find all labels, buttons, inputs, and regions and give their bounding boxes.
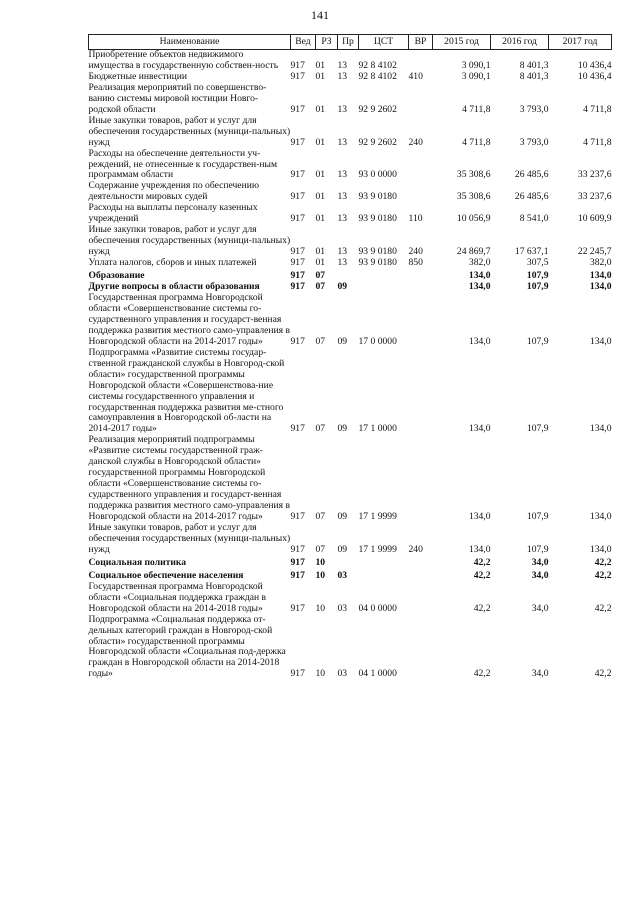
cell-2016: 3 793,0 [519, 103, 549, 115]
cell-vr: 240 [408, 246, 423, 258]
cell-name: Социальное обеспечение населения [88, 569, 244, 581]
cell-cst: 17 0 0000 [358, 335, 397, 347]
page-number: 141 [311, 8, 329, 22]
cell-2015: 35 308,6 [456, 169, 491, 181]
cell-cst: 04 0 0000 [358, 602, 397, 614]
cell-ved: 917 [290, 59, 305, 71]
cell-2015: 134,0 [468, 335, 491, 347]
cell-name: Другие вопросы в области образования [88, 281, 260, 293]
cell-vr: 240 [408, 543, 423, 555]
table-row [89, 523, 612, 556]
cell-2016: 107,9 [526, 281, 549, 293]
cell-2015: 42,2 [473, 569, 491, 581]
cell-name: Содержание учреждения по обеспечению деятельности мировых судей [88, 180, 259, 203]
cell-vr [409, 181, 433, 203]
header-rz: РЗ [316, 35, 338, 50]
cell-ved: 917 [290, 136, 305, 148]
table-row [89, 615, 612, 681]
cell-2016: 107,9 [526, 270, 549, 282]
table-body [89, 50, 612, 681]
cell-rz: 01 [315, 59, 326, 71]
cell-2016: 8 401,3 [519, 70, 549, 82]
cell-pr: 03 [337, 602, 348, 614]
cell-ved: 917 [290, 246, 305, 258]
cell-cst: 93 9 0180 [358, 191, 397, 203]
cell-2015: 35 308,6 [456, 191, 491, 203]
cell-ved: 917 [290, 556, 305, 568]
cell-2016: 26 485,6 [514, 191, 549, 203]
cell-vr [409, 435, 433, 523]
cell-rz: 01 [315, 103, 326, 115]
header-2015: 2015 год [433, 35, 491, 50]
cell-pr: 13 [337, 103, 348, 115]
cell-ved: 917 [290, 213, 305, 225]
table-row [89, 50, 612, 72]
table-row [89, 203, 612, 225]
cell-pr: 13 [337, 257, 348, 269]
cell-name: Расходы на обеспечение деятельности уч-реждений, не отнесенные к государствен-ным программам области [88, 147, 278, 181]
cell-2015: 42,2 [473, 602, 491, 614]
cell-pr: 13 [337, 169, 348, 181]
cell-2015: 134,0 [468, 270, 491, 282]
table-row [89, 348, 612, 436]
header-pr: Пр [338, 35, 359, 50]
table-row [89, 225, 612, 258]
cell-cst: 92 9 2602 [358, 103, 397, 115]
cell-2016: 107,9 [526, 335, 549, 347]
cell-ved: 917 [290, 281, 305, 293]
cell-2015: 382,0 [468, 257, 491, 269]
cell-cst: 93 9 0180 [358, 213, 397, 225]
cell-name: Иные закупки товаров, работ и услуг для обеспечения государственных (муници-пальных) нужд [88, 114, 291, 148]
cell-vr [409, 293, 433, 348]
cell-ved: 917 [290, 668, 305, 680]
cell-vr [409, 50, 433, 72]
cell-2016: 17 637,1 [514, 246, 549, 258]
cell-2015: 3 090,1 [461, 70, 491, 82]
table-row [89, 149, 612, 182]
cell-2016: 107,9 [526, 423, 549, 435]
cell-2016: 34,0 [531, 668, 549, 680]
cell-2015: 134,0 [468, 281, 491, 293]
cell-pr: 09 [337, 511, 348, 523]
table-header-row [89, 35, 612, 50]
cell-vr: 850 [408, 257, 423, 269]
cell-pr: 09 [337, 423, 348, 435]
cell-2017: 4 711,8 [583, 136, 612, 148]
cell-pr: 13 [337, 59, 348, 71]
cell-ved: 917 [290, 335, 305, 347]
cell-cst [359, 569, 409, 582]
cell-rz: 01 [315, 169, 326, 181]
cell-ved: 917 [290, 270, 305, 282]
cell-rz: 07 [315, 423, 326, 435]
cell-cst [359, 556, 409, 569]
cell-2016: 3 793,0 [519, 136, 549, 148]
cell-2015: 4 711,8 [462, 136, 491, 148]
cell-cst [359, 269, 409, 282]
cell-cst [359, 282, 409, 293]
cell-2017: 42,2 [594, 602, 612, 614]
cell-rz: 07 [315, 281, 326, 293]
cell-name: Бюджетные инвестиции [88, 70, 187, 82]
cell-rz: 10 [315, 556, 326, 568]
cell-rz: 01 [315, 191, 326, 203]
cell-cst: 04 1 0000 [358, 668, 397, 680]
cell-vr [409, 556, 433, 569]
cell-rz: 01 [315, 213, 326, 225]
cell-rz: 01 [315, 136, 326, 148]
header-2016: 2016 год [491, 35, 549, 50]
cell-pr: 09 [337, 335, 348, 347]
cell-vr [409, 269, 433, 282]
cell-ved: 917 [290, 543, 305, 555]
cell-name: Подпрограмма «Социальная поддержка от-дельных категорий граждан в Новгород-ской области» государственной программы Новгородской области «Социальная под-держка граждан в Новгородской области на 2014-2018 годы» [88, 613, 286, 680]
cell-2017: 134,0 [589, 511, 612, 523]
table-row [89, 258, 612, 269]
cell-2016: 307,5 [526, 257, 549, 269]
table-row [89, 582, 612, 615]
cell-ved: 917 [290, 191, 305, 203]
cell-pr: 03 [337, 668, 348, 680]
cell-2017: 134,0 [589, 335, 612, 347]
table-row [89, 293, 612, 348]
cell-2017: 10 436,4 [577, 59, 612, 71]
cell-pr: 09 [337, 543, 348, 555]
cell-2016: 8 401,3 [519, 59, 549, 71]
cell-pr [338, 556, 359, 569]
cell-2017: 134,0 [589, 270, 612, 282]
cell-name: Реализация мероприятий по совершенство-ванию системы мировой юстиции Новго-родской области [88, 81, 267, 115]
cell-rz: 10 [315, 602, 326, 614]
cell-2016: 8 541,0 [519, 213, 549, 225]
cell-pr: 03 [337, 569, 348, 581]
cell-2017: 382,0 [589, 257, 612, 269]
cell-cst: 93 9 0180 [358, 257, 397, 269]
cell-cst: 92 9 2602 [358, 136, 397, 148]
cell-rz: 01 [315, 70, 326, 82]
cell-cst: 93 9 0180 [358, 246, 397, 258]
cell-2016: 107,9 [526, 543, 549, 555]
cell-rz: 07 [315, 335, 326, 347]
cell-2016: 34,0 [531, 569, 549, 581]
cell-pr: 13 [337, 246, 348, 258]
cell-rz: 07 [315, 511, 326, 523]
cell-ved: 917 [290, 602, 305, 614]
cell-rz: 01 [315, 257, 326, 269]
cell-name: Уплата налогов, сборов и иных платежей [88, 257, 257, 269]
cell-vr [409, 582, 433, 615]
cell-2017: 4 711,8 [583, 103, 612, 115]
cell-vr [409, 149, 433, 182]
cell-pr: 09 [337, 281, 348, 293]
table-row [89, 556, 612, 569]
header-vr: ВР [409, 35, 433, 50]
cell-ved: 917 [290, 103, 305, 115]
cell-rz: 10 [315, 668, 326, 680]
cell-rz: 10 [315, 569, 326, 581]
cell-2016: 34,0 [531, 556, 549, 568]
cell-vr: 110 [408, 213, 423, 225]
cell-2017: 33 237,6 [577, 191, 612, 203]
cell-name: Образование [88, 270, 145, 282]
cell-ved: 917 [290, 169, 305, 181]
cell-rz: 01 [315, 246, 326, 258]
cell-pr: 13 [337, 213, 348, 225]
cell-cst: 17 1 9999 [358, 511, 397, 523]
cell-2017: 33 237,6 [577, 169, 612, 181]
cell-vr: 240 [408, 136, 423, 148]
cell-2017: 134,0 [589, 281, 612, 293]
cell-vr [409, 282, 433, 293]
cell-cst: 17 1 0000 [358, 423, 397, 435]
cell-2016: 26 485,6 [514, 169, 549, 181]
header-name: Наименование [89, 35, 291, 50]
cell-2015: 4 711,8 [462, 103, 491, 115]
header-cst: ЦСТ [359, 35, 409, 50]
cell-2017: 10 609,9 [577, 213, 612, 225]
cell-name: Приобретение объектов недвижимого имущества в государственную собствен-ность [88, 49, 279, 71]
cell-2015: 10 056,9 [456, 213, 491, 225]
cell-cst: 92 8 4102 [358, 59, 397, 71]
cell-rz: 07 [315, 543, 326, 555]
cell-2015: 42,2 [473, 668, 491, 680]
cell-ved: 917 [290, 70, 305, 82]
cell-pr: 13 [337, 70, 348, 82]
table-row [89, 569, 612, 582]
cell-2017: 134,0 [589, 543, 612, 555]
cell-name: Иные закупки товаров, работ и услуг для обеспечения государственных (муници-пальных) нужд [88, 224, 291, 258]
cell-rz: 07 [315, 270, 326, 282]
table-row [89, 83, 612, 116]
cell-2015: 134,0 [468, 423, 491, 435]
cell-2016: 107,9 [526, 511, 549, 523]
cell-2017: 134,0 [589, 423, 612, 435]
cell-cst: 17 1 9999 [358, 543, 397, 555]
cell-ved: 917 [290, 569, 305, 581]
cell-2017: 10 436,4 [577, 70, 612, 82]
cell-2017: 42,2 [594, 556, 612, 568]
table-row [89, 435, 612, 523]
cell-2015: 3 090,1 [461, 59, 491, 71]
cell-2015: 134,0 [468, 543, 491, 555]
cell-2017: 42,2 [594, 668, 612, 680]
cell-2015: 42,2 [473, 556, 491, 568]
cell-ved: 917 [290, 257, 305, 269]
cell-vr [409, 83, 433, 116]
cell-vr [409, 348, 433, 436]
cell-name: Социальная политика [88, 556, 187, 568]
cell-pr: 13 [337, 136, 348, 148]
cell-name: Реализация мероприятий подпрограммы «Развитие системы государственной граж-данской службы в Новгородской области» государственной программы Новгородской области «Совершенствование системы го-сударственного управления и государст-венная поддержка развития местного само-управления в Новгородской области на 2014-2017 годы» [88, 434, 291, 523]
cell-name: Государственная программа Новгородской области «Совершенствование системы го-сударственного управления и государст-венная поддержка развития местного само-управления в Новгородской области на 2014-2017 годы» [88, 291, 291, 347]
cell-vr [409, 569, 433, 582]
cell-name: Подпрограмма «Развитие системы государ-ственной гражданской службы в Новгород-ской области» государственной программы Новгородской области «Совершенствова-ние системы государственного управления и государственная поддержка развития ме-стного самоуправления в Новгородской об-ласти на 2014-2017 годы» [88, 346, 285, 435]
cell-vr: 410 [408, 70, 423, 82]
table-row [89, 116, 612, 149]
header-ved: Вед [291, 35, 316, 50]
cell-2015: 134,0 [468, 511, 491, 523]
cell-vr [409, 615, 433, 681]
cell-cst: 92 8 4102 [358, 70, 397, 82]
cell-name: Иные закупки товаров, работ и услуг для обеспечения государственных (муници-пальных) нужд [88, 521, 291, 555]
cell-pr: 13 [337, 191, 348, 203]
cell-name: Расходы на выплаты персоналу казенных учреждений [88, 202, 258, 225]
cell-2017: 22 245,7 [577, 246, 612, 258]
cell-cst: 93 0 0000 [358, 169, 397, 181]
cell-2017: 42,2 [594, 569, 612, 581]
header-2017: 2017 год [549, 35, 612, 50]
budget-table [88, 34, 612, 680]
table-row [89, 181, 612, 203]
cell-name: Государственная программа Новгородской области «Социальная поддержка граждан в Новгородской области на 2014-2018 годы» [88, 580, 267, 614]
cell-2016: 34,0 [531, 602, 549, 614]
cell-ved: 917 [290, 423, 305, 435]
cell-ved: 917 [290, 511, 305, 523]
cell-2015: 24 869,7 [456, 246, 491, 258]
